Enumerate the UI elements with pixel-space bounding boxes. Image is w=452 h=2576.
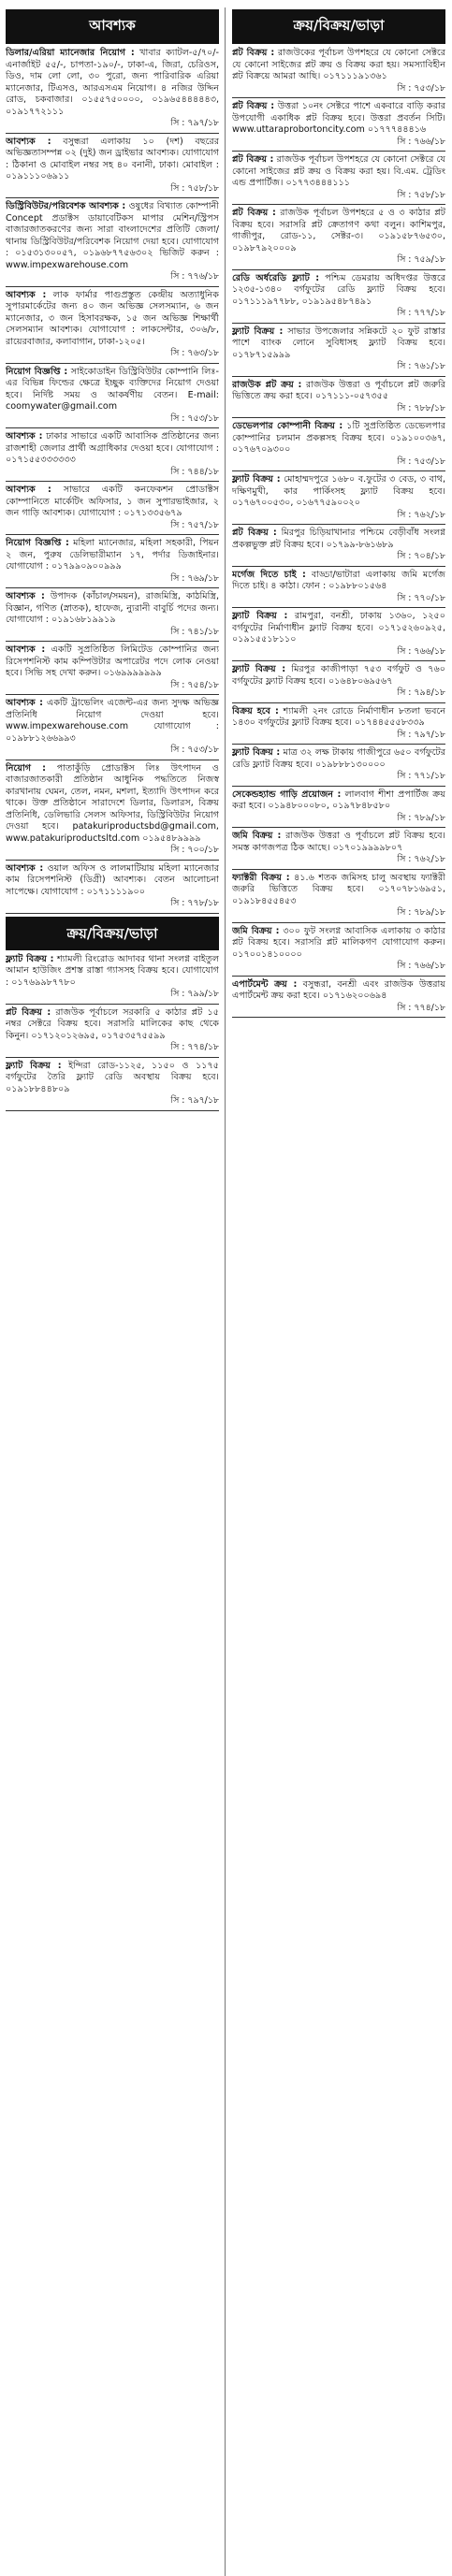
- classified-ad: [6, 698, 219, 760]
- ad-heading: রেডি অর্ধরেডি ফ্ল্যাট :: [232, 272, 320, 283]
- classified-ad: [232, 926, 445, 977]
- ad-heading: প্লট বিক্রয় :: [232, 101, 275, 111]
- ad-code: সি : ৭৭৬/১৮: [170, 271, 219, 282]
- column-divider: [225, 7, 226, 2576]
- ad-heading: মর্গেজ দিতে চাই :: [232, 569, 306, 580]
- ad-divider: [232, 744, 445, 745]
- ad-divider: [232, 97, 445, 98]
- classified-ad: [232, 154, 445, 205]
- ad-code: সি : ৭৫৪/১৮: [170, 679, 219, 690]
- ad-divider: [6, 534, 219, 535]
- ad-body: বাড্ডা/ভাটারা এলাকায় জমি মর্গেজ দিতে চাই। ৪ কাঠা। ফোন : ০১৯৮৮০১৫৬৪: [232, 569, 445, 591]
- ad-code: সি : ৭৯৪/১৮: [397, 687, 445, 698]
- ad-body: রাজউক পূর্বাচল উপশহরে যে কোনো সেক্টরে যে কোনো সাইজের প্লট ক্রয় ও বিক্রয় করা হয়। বি.এম. ট্রেডিং এন্ড প্রপার্টিজ। ০১৭৭৩৪৪৪১১১: [232, 154, 445, 188]
- ad-divider: [232, 827, 445, 828]
- ad-divider: [232, 323, 445, 324]
- left-column: [6, 7, 219, 2576]
- ad-code: সি : ৭৪১/১৮: [170, 626, 219, 637]
- ad-body: উত্তরা ১০নং সেক্টরে পাশে একবারে বাড়ি করার উপযোগী একাধিক প্লট বিক্রয় হবে। উত্তরা প্রবর্তন সিটি। www.uttaraprobortoncity.com ০১৭৭৭৪৪৪১৬: [232, 101, 445, 135]
- classified-ad: [6, 763, 219, 861]
- ad-heading: আবশ্যক :: [6, 431, 43, 441]
- ad-code: সি : ৭৮৯/১৮: [397, 907, 445, 918]
- ad-heading: আবশ্যক :: [6, 862, 44, 874]
- ad-body: ওয়াল অফিস ও লালমাটিয়ায় মহিলা ম্যানেজার কাম রিসেপশনিস্ট (ডিগ্রী) আবশ্যক। বেতন আলোচনা সাপেক্ষে। যোগাযোগ : ০১৭১১১১৯০০: [6, 862, 219, 897]
- ad-heading: ফ্ল্যাট বিক্রয় :: [232, 474, 281, 485]
- classified-ad: [232, 101, 445, 152]
- ad-body: রাজউক উত্তরা ও পূর্বাচলে প্লট বিক্রয় হবে। সমস্ত কাগজপত্র ঠিক আছে। ০১৭০১৯৯৯৯৮০৭: [232, 831, 445, 853]
- classified-ad: [6, 954, 219, 1005]
- ad-body: মোহাম্মদপুরে ১৬৮০ ব.ফুটের ৩ বেড, ৩ বাথ, দক্ষিণমুখী, কার পার্কিংসহ ফ্ল্যাট বিক্রয় হবে। ০১৭৬৭০০৫৩০, ০১৬৭৭৫৯০০২০: [232, 474, 445, 508]
- ad-body: মিরপুর চিড়িয়াখানার পশ্চিমে বেড়ীবাঁধ সংলগ্ন প্রকল্পভুক্ত প্লট বিক্রয় হবে। ০১৭৯৯-৮৬১৬৮৯: [232, 528, 445, 550]
- ad-divider: [6, 587, 219, 588]
- classified-ad: [232, 979, 445, 1019]
- ad-code: সি : ৭৭৭/১৮: [397, 308, 445, 318]
- ad-code: সি : ৭০০/১৮: [170, 845, 219, 855]
- section-header-buy-sell-rent: ক্রয়/বিক্রয়/ভাড়া: [232, 9, 445, 44]
- ad-code: সি : ৭৫৭/১৮: [170, 519, 219, 530]
- ad-divider: [6, 1004, 219, 1005]
- classified-ad: [6, 863, 219, 914]
- ad-heading: প্লট বিক্রয় :: [232, 528, 277, 538]
- classified-ad: [232, 570, 445, 609]
- ad-body: মিরপুর কাজীপাড়া ৭৫৩ বর্গফুট ও ৭৬০ বর্গফুটের ফ্ল্যাট বিক্রয় হবে। ০১৬৪৮০৬৯৫৬৭: [232, 664, 445, 687]
- ad-body: খাবার ক্যাটল-৫/৭০/- এনার্জাইট ৫৫/-, চাপতা-১৯০/-, ঢাকা-এ, জিরা, চেরিওস, ডিও, দাম লো লো, ৩০ পুরো, জন্য পারিবারিক এরিয়া ম্যানেজার, টিএসও, আরএসএম নিয়োগ। ৪ নজির উদ্দিন রোড, চকবাজার। ০১৫৫৭৫০০০০, ০১৯৬৫৪৪৪৪৪৩, ০১৯১৭৭২১১১: [6, 48, 219, 117]
- section-header-buy-sell-rent-left: ক্রয়/বিক্রয়/ভাড়া: [6, 917, 219, 950]
- ad-body: সাইকোডাইন ডিস্ট্রিবিউটর কোম্পানি লিঃ-এর বিভিন্ন ফিল্ডের ক্ষেত্রে ইচ্ছুক ব্যক্তিদের নিয়োগ দেওয়া হবে। নির্দিষ্ট সময় ও আকর্ষণীয় বেতন। E-mail: coomywater@gmail.com: [6, 366, 219, 412]
- ad-body: মাত্র ৩২ লক্ষ টাকায় গাজীপুরে ৬৫০ বর্গফুটের রেডি ফ্ল্যাট বিক্রয় হবে। ০১৯৮৮৮১৩০০০০: [232, 747, 445, 770]
- ad-code: সি : ৭৫৩/১৮: [397, 456, 445, 467]
- classified-ad: [232, 831, 445, 870]
- ad-body: একটি সুপ্রতিষ্ঠিত লিমিটেড কোম্পানির জন্য রিসেপশনিস্ট কাম কম্পিউটার অপারেটর পদে লোক নেওয়া হবে। সিভি সহ দেখা করুন। ০১৬৯৯৯৯৯৯৯: [6, 644, 219, 678]
- ad-body: ওষুধের বিখ্যাত কোম্পানী Concept প্রডাক্টস ডায়াবেটিকস মাপার মেশিন/স্ট্রিপস বাজারজাতকরণের জন্য সারা বাংলাদেশের প্রতিটি জেলা/থানায় ডিস্ট্রিবিউটর/পরিবেশক নিয়োগ দেয়া হবে। যোগাযোগ : ০১৫৩১৩০০৫৭, ০১৯৬৮৭৭৫৬৩০২ ভিজিট করুন : www.impexwarehouse.com: [6, 201, 219, 270]
- ad-body: মহিলা ম্যানেজার, মহিলা সহকারী, পিয়ন ২ জন, পুরুষ ডেলিভারীম্যান ১৭, পর্দার ডিজাইনার। যোগাযোগ : ০১৭৯৯০৯০০৯৯৯: [6, 538, 219, 572]
- ad-body: সাভার উপজেলার সন্নিকটে ২০ ফুট রাস্তার পাশে ব্যাংক লোনে সুবিধাসহ ফ্ল্যাট বিক্রয় হবে। ০১৭৮৭১৫৯৯৯: [232, 326, 445, 360]
- ad-code: সি : ৭৭৪/১৮: [397, 1002, 445, 1013]
- ad-divider: [6, 641, 219, 642]
- ad-code: সি : ৭৬২/১৮: [397, 509, 445, 520]
- classified-ad: [6, 367, 219, 429]
- ad-body: পাতাকুঁড়ি প্রোডাক্টস লিঃ উৎপাদন ও বাজারজাতকারী প্রতিষ্ঠান আধুনিক পদ্ধতিতে নিজস্ব কারখানায় ঘেমন, তেল, নমন, মশলা, ইত্যাদি উৎপাদন করে থাকে। উক্ত প্রতিষ্ঠানে সারাদেশে ডিলার, ডিলারস, বিক্রয় প্রতিনিধি, ডেলিভারি সেলস অফিসার, ডিস্ট্রিবিউটর নিয়োগ দেওয়া হবে। patakuriproductsbd@gmail.com, www.patakuriproductsltd.com ০১৯৫৪৮৯৯৯৯: [6, 762, 219, 844]
- classified-ad: [6, 48, 219, 134]
- left-ads: [6, 48, 219, 914]
- ad-heading: ডিলার/এরিয়া ম্যানেজার নিয়োগ :: [6, 48, 135, 58]
- ad-code: সি : ৭৭১/১৮: [397, 771, 445, 781]
- ad-divider: [232, 269, 445, 270]
- ad-divider: [6, 286, 219, 287]
- ad-divider: [6, 1057, 219, 1058]
- ad-divider: [232, 702, 445, 703]
- ad-code: সি : ৭০৪/১৮: [397, 551, 445, 561]
- ad-body: শ্যামলী রিংরোড আদাবর থানা সংলগ্ন বাইতুল আমান হাউজিং প্রশস্ত রাস্তা গ্যাসসহ বিক্রয় হবে। যোগাযোগ : ০১৭৬৯৯৮৭৭৮০: [6, 953, 219, 988]
- ad-divider: [6, 860, 219, 861]
- ad-code: সি : ৭৬৬/১৮: [397, 136, 445, 147]
- ad-divider: [232, 660, 445, 661]
- ad-divider: [232, 922, 445, 923]
- ad-heading: রাজউক প্লট ক্রয় :: [232, 379, 302, 390]
- ad-heading: ফ্ল্যাট বিক্রয় :: [232, 326, 284, 337]
- ad-heading: ফ্ল্যাট বিক্রয় :: [232, 611, 288, 621]
- ad-divider: [232, 607, 445, 608]
- classified-ad: [232, 664, 445, 703]
- classified-ad: [232, 326, 445, 377]
- ad-body: লাক ফার্মার পাগুপ্রস্তুত কেন্দ্রীয় অত্যাধুনিক সুপারমার্কেটের জন্য ৪০ জন অভিজ্ঞ সেলসম্যান, ৬ জন ম্যানেজার, ৩ জন হিসাবরক্ষক, ১৫ জন অভিজ্ঞ শিক্ষার্থী সেলসম্যান আবশ্যক। যোগাযোগ : লাকসেন্টার, ৩০৬/৮, রায়েরবাজার, কলাবাগান, ঢাকা-১২০৫।: [6, 289, 219, 347]
- ad-body: ইন্দিরা রোড-১১২৫, ১১৫০ ও ১১৭৫ বর্গফুটের তৈরি ফ্ল্যাট রেডি অবস্থায় বিক্রয় হবে। ০১৯১৮৮৪৪৮০৯: [6, 1060, 219, 1094]
- classified-ad: [6, 1061, 219, 1111]
- ad-body: রাজউক পূর্বাচলে সরকারি ৫ কাঠার প্লট ১৫ নম্বর সেক্টরে বিক্রয় হবে। সরাসরি মালিকের কাছ থেকে কিনুন। ০১৭১২০১২৬৯৫, ০১৭৫৩৫৭৫৫৯৯: [6, 1006, 219, 1041]
- ad-body: ঢাকার সাভারে একটি আবাসিক প্রতিষ্ঠানের জন্য রাজশাহী জেলার প্রার্থী অগ্রাধিকার দেওয়া হবে। যোগাযোগ : ০১৭১৫৫৩৩৩৩৩৩: [6, 431, 219, 465]
- classified-ad: [232, 611, 445, 661]
- ad-heading: জমি বিক্রয় :: [232, 925, 280, 936]
- classified-ad: [232, 273, 445, 324]
- ad-body: শ্যামলী ২নং রোডে নির্মাণাধীন ৮তলা ভবনে ১৪৩০ বর্গফুটের ফ্ল্যাট বিক্রয় হবে। ০১৭৪৪৫৫৫৮৩৩৯: [232, 705, 445, 728]
- classified-ad: [232, 706, 445, 745]
- ad-code: সি : ৭৫৮/১৮: [397, 189, 445, 200]
- ad-code: সি : ৭৬২/১৮: [397, 854, 445, 864]
- ad-heading: বিক্রয় হবে :: [232, 705, 279, 716]
- ad-body: বসুন্ধরা, বনশ্রী এবং রাজউক উত্তরায় এপার্টমেন্ট ক্রয় করা হবে। ০১৭১৬২০০৬৯৪: [232, 978, 445, 1001]
- ad-heading: ফ্ল্যাট বিক্রয় :: [232, 747, 281, 758]
- ad-heading: আবশ্যক :: [6, 485, 51, 495]
- ad-body: রাজউক উত্তরা ও পূর্বাচলে প্লট জরুরি ভিত্তিতে ক্রয় করা হবে। ০১৭১১১-০৫৭৩৫৫: [232, 379, 445, 401]
- ad-heading: আবশ্যক :: [6, 591, 45, 601]
- ad-heading: প্লট বিক্রয় :: [232, 208, 276, 218]
- classified-ad: [232, 789, 445, 829]
- ad-code: সি : ৭৬৯/১৮: [170, 572, 219, 584]
- ad-divider: [6, 481, 219, 482]
- ad-divider: [6, 427, 219, 428]
- classified-ad: [232, 474, 445, 525]
- classified-ad: [232, 208, 445, 270]
- section-header-wanted: আবশ্যক: [6, 9, 219, 44]
- ad-heading: প্লট বিক্রয় :: [232, 48, 275, 58]
- ad-heading: ডেভেলপার কোম্পানী বিক্রয় :: [232, 421, 343, 431]
- ad-divider: [232, 151, 445, 152]
- classified-ad: [232, 421, 445, 471]
- classified-ad: [6, 644, 219, 695]
- right-ads: [232, 48, 445, 1018]
- ad-code: সি : ৭৭৪/১৮: [170, 1042, 219, 1052]
- ad-divider: [232, 566, 445, 567]
- ad-heading: নিয়োগ :: [6, 762, 46, 774]
- ad-body: রামপুরা, বনশ্রী, ঢাকায় ১৩৬০, ১২৫০ বর্গফুটের নির্মাণাধীন ফ্ল্যাট বিক্রয় হবে। ০১৭১৫২৬০৯২৫, ০১৯১৫৫১৮১১০: [232, 611, 445, 644]
- ad-code: সি : ৭৫৩/১৮: [170, 412, 219, 424]
- classified-ad: [6, 431, 219, 482]
- ad-body: ৪১.৬ শতক জমিসহ চালু অবস্থায় ফ্যাক্টরী জরুরি ভিত্তিতে বিক্রয় হবে। ০১৭০৭৮১৬৯৫১, ০১৯১৮৪৫৫৪৫৩: [232, 872, 445, 906]
- ad-divider: [6, 133, 219, 134]
- ad-heading: এপার্টমেন্ট ক্রয় :: [232, 978, 298, 990]
- ad-heading: নিয়োগ বিজ্ঞপ্তি :: [6, 538, 69, 548]
- ad-code: সি : ৭৯৭/১৮: [170, 1095, 219, 1106]
- classified-ad: [6, 201, 219, 287]
- classified-ad: [6, 591, 219, 642]
- ad-code: সি : ৭৫৩/১৮: [397, 82, 445, 94]
- ad-code: সি : ৭৯৭/১৮: [397, 729, 445, 740]
- ad-divider: [232, 976, 445, 977]
- classified-ad: [232, 747, 445, 787]
- ad-heading: প্লট বিক্রয় :: [6, 1006, 51, 1018]
- ad-divider: [232, 470, 445, 471]
- classified-ad: [6, 290, 219, 364]
- ad-body: ৩০০ ফুট সংলগ্ন আবাসিক এলাকায় ৩ কাঠার প্লট বিক্রয় হবে। সরাসরি প্লট মালিকগণ যোগাযোগ করুন। ০১৭০০১৪১০০০০: [232, 925, 445, 960]
- ad-body: রাজউকের পূর্বাচল উপশহরে যে কোনো সেক্টরে যে কোনো সাইজের প্লট ক্রয় ও বিক্রয় করা হয়। সমস্যাবিহীন প্লট বিক্রয়ে আমরা আছি। ০১৭১১১৯১৩৬১: [232, 48, 445, 81]
- ad-body: পশ্চিম ডেমরায় অধিদপ্তর উত্তরে ১২৩৫-১৩৪০ বর্গফুটের রেডি ফ্ল্যাট বিক্রয় হবে। ০১৭১১১৯৭৭৮৮, ০১৯১৯৫৪৮৭৪৯১: [232, 272, 445, 307]
- classified-ad: [232, 528, 445, 567]
- ad-heading: ফ্ল্যাট বিক্রয় :: [6, 1060, 62, 1071]
- ad-body: লালবাগ শীশা প্রপার্টিজ ক্রয় করা হবে। ০১৯৪৮০০০৮০, ০১৯৭৮৪৮৫৮০: [232, 789, 445, 811]
- ad-divider: [232, 417, 445, 418]
- ad-heading: আবশ্যক :: [6, 136, 51, 147]
- ad-divider: [232, 1017, 445, 1018]
- ad-divider: [232, 869, 445, 870]
- ad-code: সি : ৭৯৭/১৮: [170, 118, 219, 128]
- ad-heading: প্লট বিক্রয় :: [232, 154, 274, 165]
- ad-code: সি : ৭৬১/১৮: [397, 361, 445, 371]
- classified-ad: [232, 873, 445, 923]
- classified-ad: [232, 48, 445, 98]
- ad-heading: জমি বিক্রয় :: [232, 831, 282, 841]
- ad-code: সি : ৭৪৪/১৮: [170, 466, 219, 477]
- ad-body: উপাদক (কাঁচাল/সময়ন), রাজমিস্ত্রি, কাঠমিস্ত্রি, বিজ্ঞান, গণিত (স্নাতক), হাফেজ, ন্যুরানী বাবুর্চি পদের জন্য। যোগাযোগ : ০১৯১৬৮১৯৯১৯: [6, 591, 219, 625]
- ad-code: সি : ৭৭৮/১৮: [170, 898, 219, 908]
- ad-body: সাভারে একটি কনফেকশন প্রোডাক্টস কোম্পানিতে মার্কেটিং অফিসার, ১ জন সুপারভাইজার, ২ জন গাড়ি আবশ্যক। যোগাযোগ : ০১৭১৩৩৫৬৭৯: [6, 485, 219, 518]
- classified-ad: [6, 137, 219, 199]
- ad-divider: [232, 376, 445, 377]
- classified-ad: [6, 1007, 219, 1058]
- ad-divider: [6, 913, 219, 914]
- ad-code: সি : ৭৫৩/১৮: [170, 745, 219, 755]
- ad-code: সি : ৭৬৬/১৮: [397, 645, 445, 657]
- ad-body: রাজউক পূর্বাচল উপশহরে ৫ ও ৩ কাঠার প্লট বিক্রয় হবে। সরাসরি প্লট ক্রেতাগণ কথা বলুন। কাশিমপুর, গাজীপুর, রোড-১১, সেক্টর-৩। ০১৯১৫৮৭৬৫৩০, ০১৯৮৭৯২০০০৯: [232, 208, 445, 253]
- ad-heading: ফ্যাক্টরী বিক্রয় :: [232, 872, 290, 883]
- ad-divider: [6, 363, 219, 364]
- classified-ad: [6, 485, 219, 535]
- ad-code: সি : ৭৮৯/১৮: [397, 812, 445, 823]
- ad-heading: আবশ্যক :: [6, 644, 46, 655]
- ad-divider: [6, 694, 219, 695]
- right-column: [232, 7, 445, 2576]
- ad-heading: ডিস্ট্রিবিউটর/পরিবেশক আবশ্যক :: [6, 201, 126, 211]
- ad-heading: ফ্ল্যাট বিক্রয় :: [232, 664, 286, 674]
- ad-code: সি : ৭৫৯/১৮: [397, 254, 445, 265]
- left2-ads: [6, 954, 219, 1111]
- ad-code: সি : ৭৬৬/১৮: [397, 961, 445, 971]
- ad-heading: ফ্ল্যাট বিক্রয় :: [6, 953, 54, 964]
- ad-divider: [232, 786, 445, 787]
- ad-body: ১টি সুপ্রতিষ্ঠিত ডেভেলপার কোম্পানির চলমান প্রকল্পসহ বিক্রয় হবে। ০১৯১০০৩৬৭, ০১৭৬৭০৯৩০০: [232, 421, 445, 455]
- ad-code: সি : ৭৬৩/১৮: [170, 348, 219, 358]
- ad-heading: আবশ্যক :: [6, 289, 47, 300]
- ad-code: সি : ৭৫৮/১৮: [170, 182, 219, 194]
- ad-code: সি : ৭৭০/১৮: [397, 592, 445, 603]
- ad-divider: [232, 204, 445, 205]
- ad-divider: [232, 524, 445, 525]
- ad-heading: সেকেন্ডহ্যান্ড গাড়ি প্রয়োজন :: [232, 789, 342, 800]
- ad-body: একটি ট্রাভেলিং এজেন্ট-এর জন্য সুদক্ষ অভিজ্ঞ প্রতিনিধি নিয়োগ দেওয়া হবে। www.impexwarehouse.com যোগাযোগ : ০১৯৮৮১২৬৬৯৯৩: [6, 698, 219, 744]
- ad-divider: [6, 1110, 219, 1111]
- ad-heading: নিয়োগ বিজ্ঞপ্তি :: [6, 366, 68, 377]
- ad-code: সি : ৭৮৮/১৮: [397, 402, 445, 413]
- classified-ad: [232, 380, 445, 419]
- ad-divider: [6, 197, 219, 198]
- ad-code: সি : ৭৯৯/১৮: [170, 989, 219, 999]
- ad-body: বসুন্ধরা এলাকায় ১০ (দশ) বছরের অভিজ্ঞতাসম্পন্ন ০২ (দুই) জন ড্রাইভার আবশ্যক। যোগাযোগ : ঠিকানা ও মোবাইল নম্বর সহ ৪০ বনানী, ঢাকা। মোবাইল : ০১৯১১১০৬৯১১: [6, 136, 219, 181]
- ad-heading: আবশ্যক :: [6, 698, 43, 708]
- classified-ad: [6, 538, 219, 588]
